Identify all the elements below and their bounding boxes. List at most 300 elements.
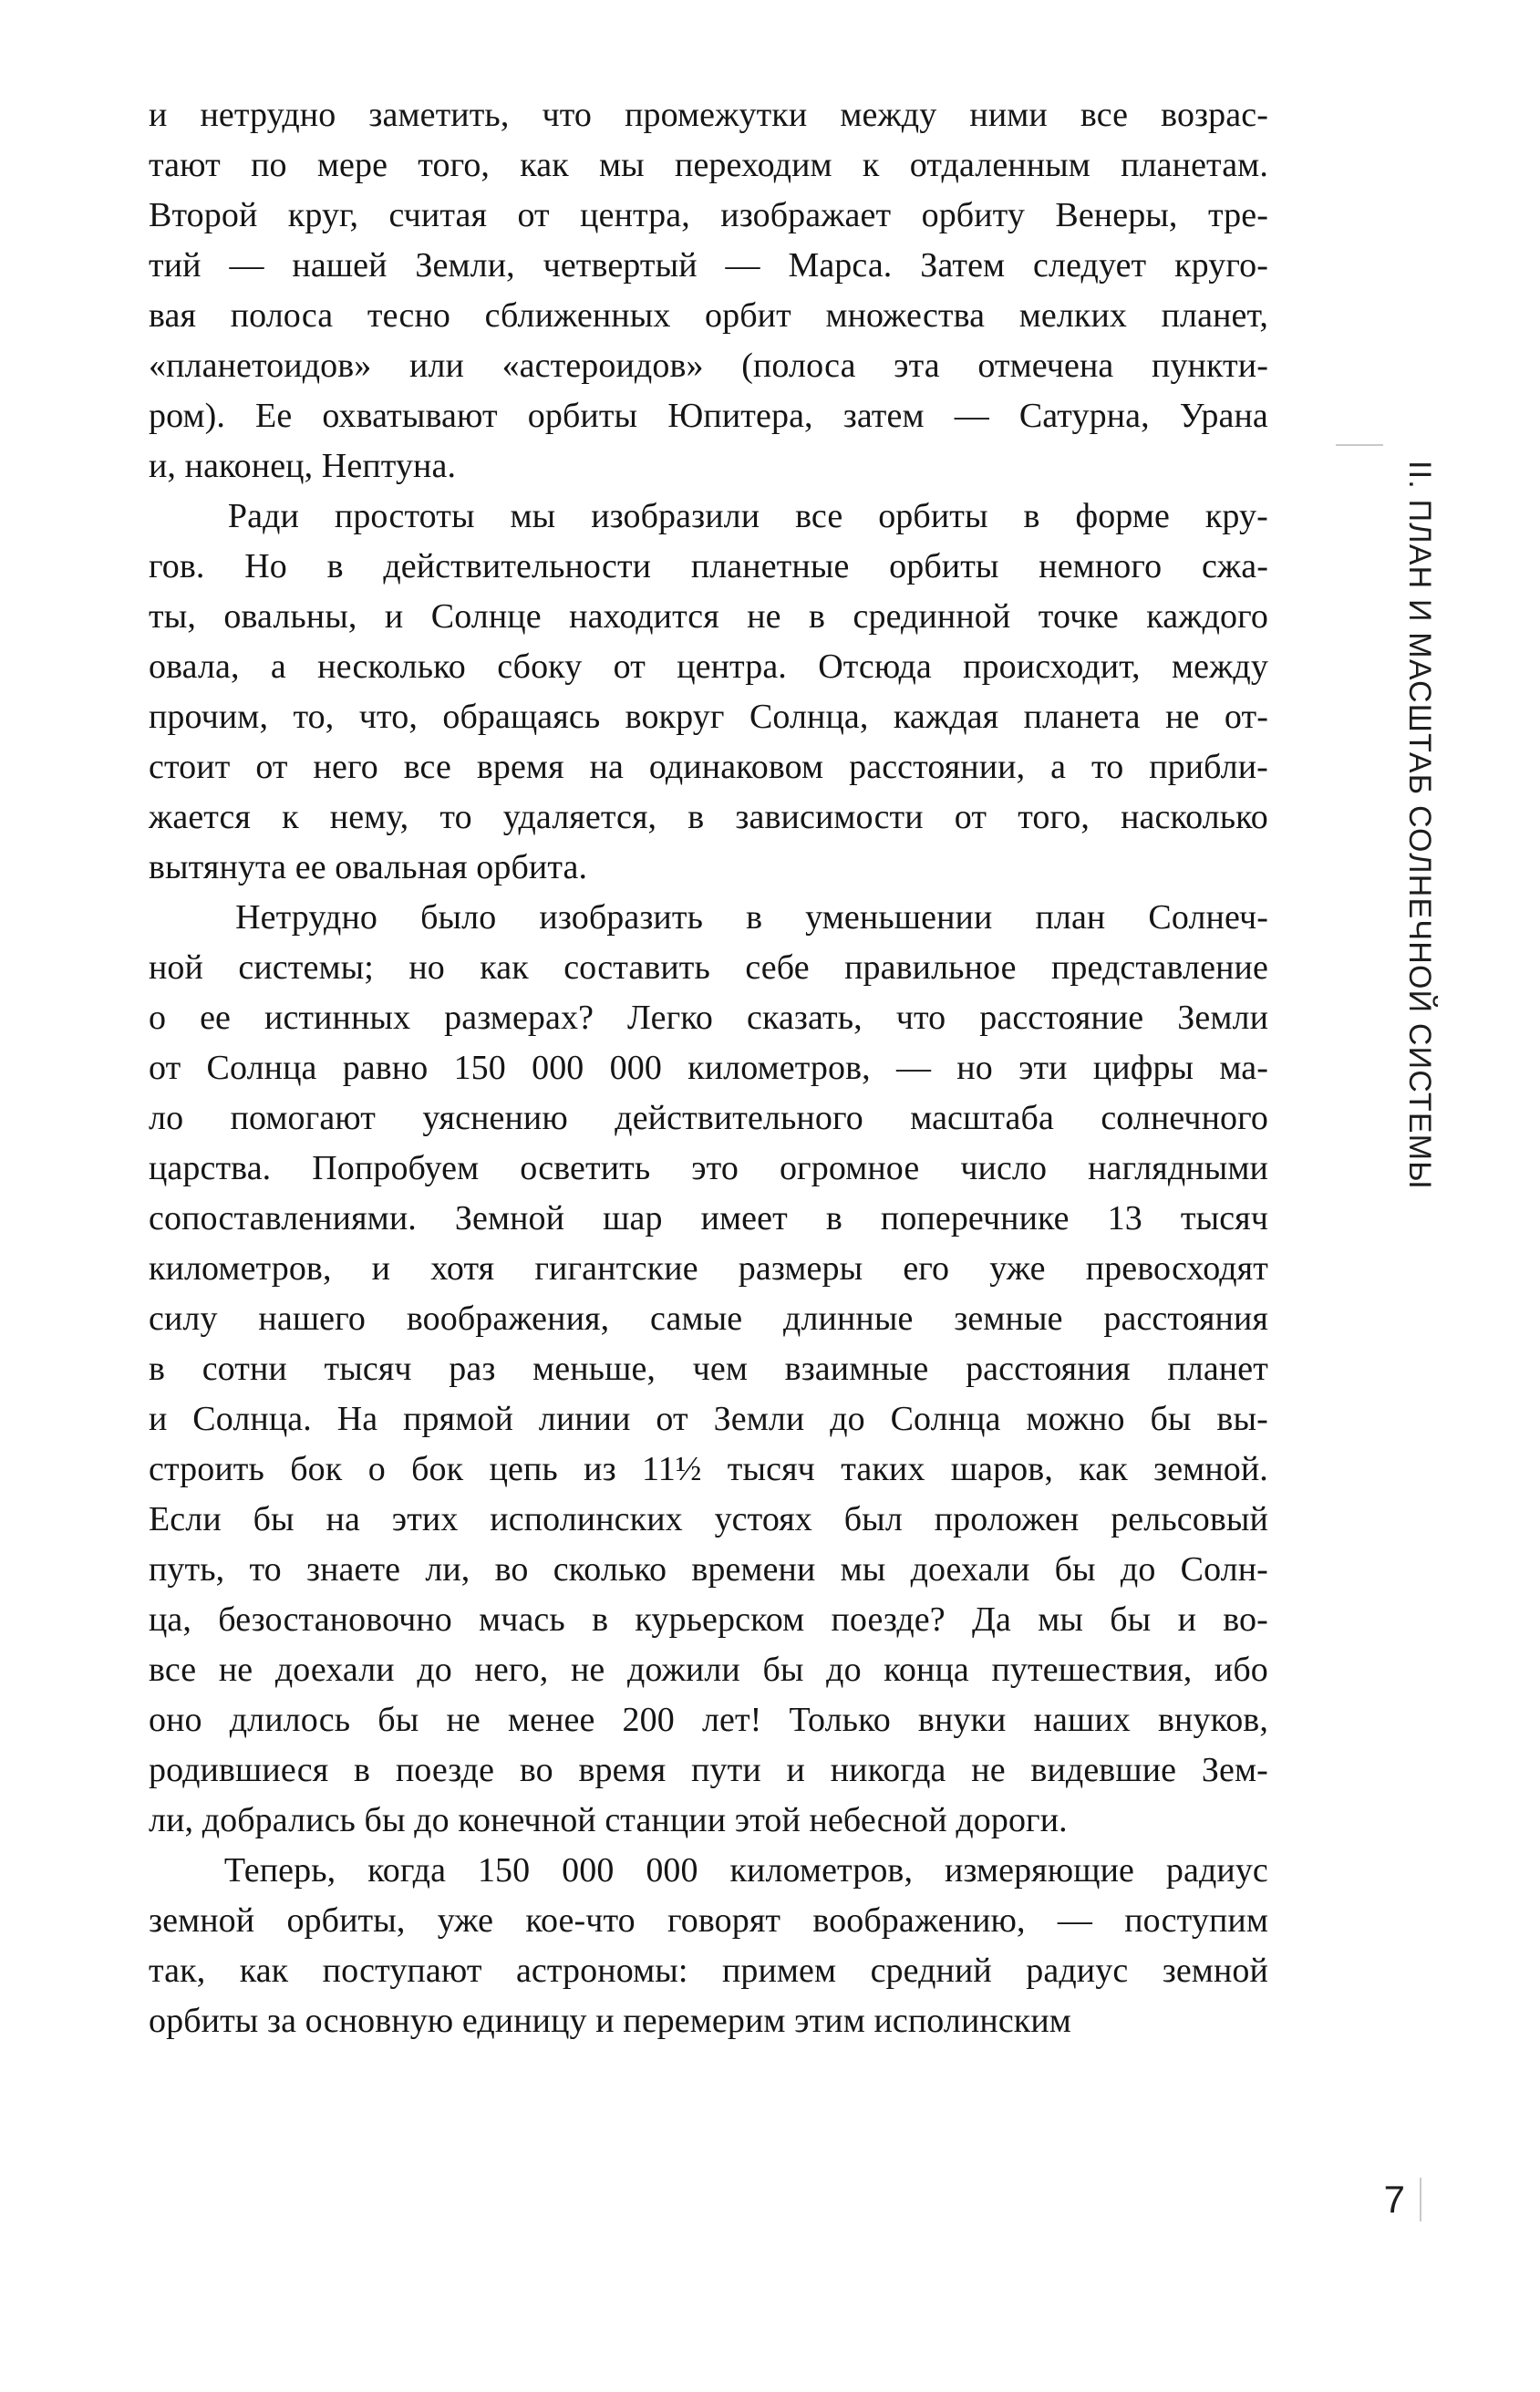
word: как [1079, 1450, 1128, 1488]
word: все [1080, 96, 1129, 134]
text-line [149, 843, 1268, 893]
word: километров, [687, 1049, 871, 1087]
word: каждого [1146, 597, 1268, 636]
word: Ради [227, 497, 299, 535]
word: На [336, 1400, 378, 1438]
word: простоты [334, 497, 475, 535]
paragraph-indent [149, 893, 192, 943]
word: вая [149, 296, 197, 335]
word: не [971, 1751, 1006, 1789]
word: расстояния [966, 1350, 1131, 1388]
word: пункти- [1152, 347, 1268, 385]
text-line [149, 1745, 1268, 1796]
word: возрас- [1161, 96, 1268, 134]
word: и [371, 1249, 391, 1288]
word: курьерском [635, 1600, 805, 1639]
word: сопоставлениями. [149, 1199, 417, 1237]
word: центра, [580, 196, 690, 234]
text-line [149, 191, 1268, 241]
text-line [149, 1294, 1268, 1344]
word: Солнца. [192, 1400, 312, 1438]
word: бок [290, 1450, 343, 1488]
word: мере [316, 146, 388, 184]
word: изобразили [591, 497, 760, 535]
word: и [384, 597, 404, 636]
word: можно [1026, 1400, 1125, 1438]
text-line [149, 542, 1268, 592]
word: до [830, 1400, 865, 1438]
word: от- [1224, 698, 1268, 736]
word: зависимости [735, 798, 924, 836]
word: тий [149, 246, 202, 285]
word: путь, [149, 1550, 225, 1589]
word: 11½ [642, 1450, 702, 1488]
text-line [149, 391, 1268, 441]
word: орбиты [527, 397, 638, 435]
text-line [149, 291, 1268, 341]
word: размеры [738, 1249, 863, 1288]
word: ними [969, 96, 1048, 134]
text-line [149, 1394, 1268, 1445]
word: орбиты [878, 497, 988, 535]
word: Да [971, 1600, 1011, 1639]
word: радиус [1026, 1952, 1129, 1990]
word: времени [691, 1550, 816, 1589]
paragraph [149, 492, 1268, 893]
word: орбиту [921, 196, 1025, 234]
word: удаляется, [502, 798, 657, 836]
word: о [149, 999, 167, 1037]
word: Венеры, [1055, 196, 1178, 234]
word: уже [989, 1249, 1046, 1288]
word: Зем- [1201, 1751, 1268, 1789]
word: поступают [322, 1952, 482, 1990]
word: каждая [893, 698, 999, 736]
word: на [589, 748, 624, 786]
text-line [149, 742, 1268, 792]
word: планет [1167, 1350, 1268, 1388]
word: во [494, 1550, 529, 1589]
word: но [408, 948, 445, 987]
word: в [326, 547, 344, 585]
word: стоит [149, 748, 231, 786]
text-line [149, 993, 1268, 1043]
word: Солнце [430, 597, 542, 636]
word: системы; [238, 948, 374, 987]
word: Теперь, [223, 1851, 336, 1890]
word: Земли [713, 1400, 805, 1438]
word: царства. [149, 1149, 272, 1187]
word: тысяч [1180, 1199, 1268, 1237]
word: нашего [258, 1300, 366, 1338]
word: гов. [149, 547, 205, 585]
word: в [1023, 497, 1040, 535]
word: Земли [1177, 999, 1268, 1037]
word: сказать, [747, 999, 863, 1037]
word: что [895, 999, 946, 1037]
word: шаров, [950, 1450, 1053, 1488]
word: бы [1110, 1600, 1152, 1639]
word: рельсовый [1111, 1500, 1268, 1538]
word: Земли, [415, 246, 515, 285]
word: сближенных [484, 296, 671, 335]
word: в [354, 1751, 371, 1789]
word: тают [149, 146, 221, 184]
text-line [149, 642, 1268, 692]
word: между [1171, 647, 1268, 686]
word: доехали [910, 1550, 1030, 1589]
word: круго- [1174, 246, 1268, 285]
word: и [1177, 1600, 1197, 1639]
word: сколько [553, 1550, 667, 1589]
word: что [542, 96, 593, 134]
running-head-rule [1336, 444, 1383, 446]
word: «астероидов» [501, 347, 704, 385]
word: путешествия, [991, 1651, 1193, 1689]
word: Попробуем [312, 1149, 480, 1187]
word: в [825, 1199, 842, 1237]
word: радиус [1165, 1851, 1268, 1890]
word: уже [437, 1901, 494, 1940]
word: тре- [1207, 196, 1268, 234]
word: километров, [149, 1249, 332, 1288]
word: никогда [830, 1751, 946, 1789]
word: эти [1018, 1049, 1068, 1087]
word: Ее [255, 397, 293, 435]
text-line [149, 1996, 1268, 2046]
word: мы [840, 1550, 886, 1589]
word: Если [149, 1500, 222, 1538]
word: все [149, 1651, 197, 1689]
word: и [149, 96, 168, 134]
word: то [249, 1550, 282, 1589]
word: воображения, [406, 1300, 610, 1338]
word: срединной [853, 597, 1011, 636]
text-line [149, 1896, 1268, 1946]
word: себе [745, 948, 810, 987]
text-line [149, 241, 1268, 291]
word: дожили [626, 1651, 740, 1689]
paragraph [149, 893, 1268, 1846]
word: 000 [609, 1049, 662, 1087]
word: а [1050, 748, 1067, 786]
word: не [1165, 698, 1200, 736]
word: оно [149, 1701, 202, 1739]
word: овальны, [223, 597, 357, 636]
word: хотя [430, 1249, 495, 1288]
word: силу [149, 1300, 218, 1338]
word: в [687, 798, 705, 836]
running-head [1327, 461, 1437, 1263]
word: бы [1150, 1400, 1192, 1438]
word: происходит, [963, 647, 1141, 686]
word: конца [884, 1651, 969, 1689]
word: число [960, 1149, 1048, 1187]
word: то [1090, 748, 1124, 786]
word: немного [1039, 547, 1163, 585]
word: сбоку [497, 647, 583, 686]
word: от [954, 798, 987, 836]
text-line [149, 1595, 1268, 1645]
word: строить [149, 1450, 264, 1488]
word: овала, [149, 647, 240, 686]
text-line [149, 592, 1268, 642]
word: Солнца, [749, 698, 869, 736]
word: поперечнике [880, 1199, 1070, 1237]
word: него, [474, 1651, 549, 1689]
word: бы [1054, 1550, 1096, 1589]
word: расстоянии, [849, 748, 1026, 786]
word: 150 [477, 1851, 531, 1890]
word: охватывают [322, 397, 498, 435]
word: следует [1033, 246, 1147, 285]
page-folio [1384, 2178, 1421, 2221]
paragraph [149, 90, 1268, 492]
word: Земной [454, 1199, 565, 1237]
word: время [578, 1751, 667, 1789]
word: (полоса [741, 347, 856, 385]
text-line [149, 692, 1268, 742]
word: наглядными [1088, 1149, 1268, 1187]
word: расстояния [1103, 1300, 1268, 1338]
word: к [862, 146, 880, 184]
word: масштаба [910, 1099, 1054, 1137]
word: ром). [149, 397, 225, 435]
word: орбиты [889, 547, 999, 585]
word: планет, [1161, 296, 1268, 335]
word: него [313, 748, 378, 786]
word: как [239, 1952, 289, 1990]
word: поезде? [831, 1600, 946, 1639]
word: от [613, 647, 646, 686]
word: все [795, 497, 843, 535]
word: расстояние [979, 999, 1144, 1037]
word: так, [149, 1952, 206, 1990]
word: все [403, 748, 451, 786]
word: заметить, [368, 96, 510, 134]
word: одинаковом [648, 748, 824, 786]
word: раз [449, 1350, 496, 1388]
word: превосходят [1085, 1249, 1268, 1288]
word: вокруг [625, 698, 725, 736]
text-line [149, 1445, 1268, 1495]
word: о [367, 1450, 386, 1488]
word: а [270, 647, 286, 686]
word: мы [599, 146, 645, 184]
text-line [149, 1645, 1268, 1695]
word: гигантские [534, 1249, 698, 1288]
running-head-text: II. ПЛАН И МАСШТАБ СОЛНЕЧНОЙ СИСТЕМЫ [1402, 461, 1437, 1190]
text-line [149, 90, 1268, 140]
word: до [1120, 1550, 1156, 1589]
word: средний [870, 1952, 992, 1990]
word: ло [149, 1099, 184, 1137]
line-text: и, наконец, Нептуна. [149, 447, 457, 485]
word: мчась [479, 1600, 565, 1639]
word: от [656, 1400, 688, 1438]
word: того, [1018, 798, 1090, 836]
word: Сатурна, [1018, 397, 1150, 435]
word: во- [1223, 1600, 1268, 1639]
word: 200 [622, 1701, 675, 1739]
word: тесно [367, 296, 450, 335]
word: ее [200, 999, 232, 1037]
word: помогают [230, 1099, 376, 1137]
word: Второй [149, 196, 258, 234]
word: правильное [844, 948, 1017, 987]
word: Солнца [890, 1400, 1001, 1438]
word: по [251, 146, 287, 184]
word: считая [388, 196, 488, 234]
text-line [149, 140, 1268, 191]
word: длинные [783, 1300, 914, 1338]
word: земной [149, 1901, 255, 1940]
word: сотни [202, 1350, 287, 1388]
word: полоса [230, 296, 334, 335]
word: меньше, [532, 1350, 656, 1388]
paragraph-indent [149, 492, 192, 542]
text-line [149, 792, 1268, 843]
word: — [1057, 1901, 1092, 1940]
word: переходим [675, 146, 832, 184]
word: прямой [403, 1400, 513, 1438]
word: устоях [714, 1500, 812, 1538]
word: уменьшении [805, 898, 993, 937]
word: Нетрудно [235, 898, 378, 937]
word: от [255, 748, 288, 786]
word: не [570, 1651, 605, 1689]
word: отдаленным [909, 146, 1090, 184]
word: — [954, 397, 989, 435]
word: мелких [1018, 296, 1128, 335]
word: находится [569, 597, 719, 636]
word: нашей [292, 246, 388, 285]
word: нему, [329, 798, 409, 836]
word: затем [842, 397, 925, 435]
text-line [149, 1545, 1268, 1595]
word: говорят [667, 1901, 781, 1940]
word: от [149, 1049, 181, 1087]
text-line [149, 492, 1268, 542]
word: бы [762, 1651, 804, 1689]
word: ма- [1219, 1049, 1268, 1087]
text-line [149, 1796, 1268, 1846]
word: множества [825, 296, 986, 335]
word: действительного [615, 1099, 863, 1137]
word: то [439, 798, 472, 836]
word: пути [691, 1751, 761, 1789]
word: Легко [627, 999, 714, 1037]
line-text: орбиты за основную единицу и перемерим этим исполинским [149, 2002, 1071, 2040]
word: астрономы: [515, 1952, 688, 1990]
word: не [446, 1701, 481, 1739]
word: истинных [264, 999, 411, 1037]
word: в [149, 1350, 166, 1388]
word: самые [650, 1300, 743, 1338]
word: исполинских [490, 1500, 683, 1538]
word: Солнца [206, 1049, 317, 1087]
word: цепь [489, 1450, 558, 1488]
word: к [282, 798, 299, 836]
word: чем [692, 1350, 748, 1388]
word: четвертый [543, 246, 698, 285]
word: Солн- [1180, 1550, 1268, 1589]
word: то, [293, 698, 335, 736]
word: до [826, 1651, 862, 1689]
word: жается [149, 798, 252, 836]
word: тысяч [324, 1350, 412, 1388]
word: равно [342, 1049, 429, 1087]
word: бы [253, 1500, 295, 1538]
word: мы [510, 497, 556, 535]
word: насколько [1121, 798, 1268, 836]
word: отмечена [977, 347, 1114, 385]
word: орбит [705, 296, 791, 335]
word: менее [507, 1701, 595, 1739]
text-line [149, 1043, 1268, 1093]
word: уяснению [422, 1099, 568, 1137]
word: земные [954, 1300, 1063, 1338]
word: шар [603, 1199, 663, 1237]
word: действительности [383, 547, 652, 585]
word: как [520, 146, 569, 184]
word: поступим [1124, 1901, 1268, 1940]
word: изображает [720, 196, 892, 234]
word: взаимные [784, 1350, 929, 1388]
word: — [725, 246, 760, 285]
word: — [895, 1049, 932, 1087]
word: несколько [317, 647, 466, 686]
word: сжа- [1201, 547, 1268, 585]
word: план [1035, 898, 1106, 937]
text-line [149, 1093, 1268, 1144]
word: внуков, [1157, 1701, 1268, 1739]
word: линии [538, 1400, 631, 1438]
word: измеряющие [944, 1851, 1135, 1890]
word: этих [391, 1500, 459, 1538]
word: Юпитера, [667, 397, 813, 435]
word: между [840, 96, 937, 134]
word: Отсюда [818, 647, 932, 686]
word: Солнеч- [1148, 898, 1268, 937]
word: наших [1033, 1701, 1131, 1739]
word: лет! [701, 1701, 762, 1739]
word: километров, [729, 1851, 914, 1890]
word: планета [1023, 698, 1141, 736]
word: 000 [532, 1049, 584, 1087]
word: планетам. [1121, 146, 1268, 184]
word: имеет [700, 1199, 788, 1237]
text-line [149, 1846, 1268, 1896]
word: — [229, 246, 264, 285]
word: не [747, 597, 781, 636]
text-line [149, 1946, 1268, 1996]
word: форме [1075, 497, 1170, 535]
word: «планетоидов» [149, 347, 372, 385]
word: нетрудно [200, 96, 336, 134]
word: примем [721, 1952, 837, 1990]
word: цифры [1092, 1049, 1194, 1087]
word: размерах? [444, 999, 594, 1037]
text-line [149, 1495, 1268, 1545]
paragraph-indent [149, 1846, 192, 1896]
text-line [149, 341, 1268, 391]
word: как [480, 948, 529, 987]
word: 150 [453, 1049, 506, 1087]
word: ибо [1214, 1651, 1268, 1689]
word: огромное [779, 1149, 920, 1187]
word: мы [1038, 1600, 1083, 1639]
